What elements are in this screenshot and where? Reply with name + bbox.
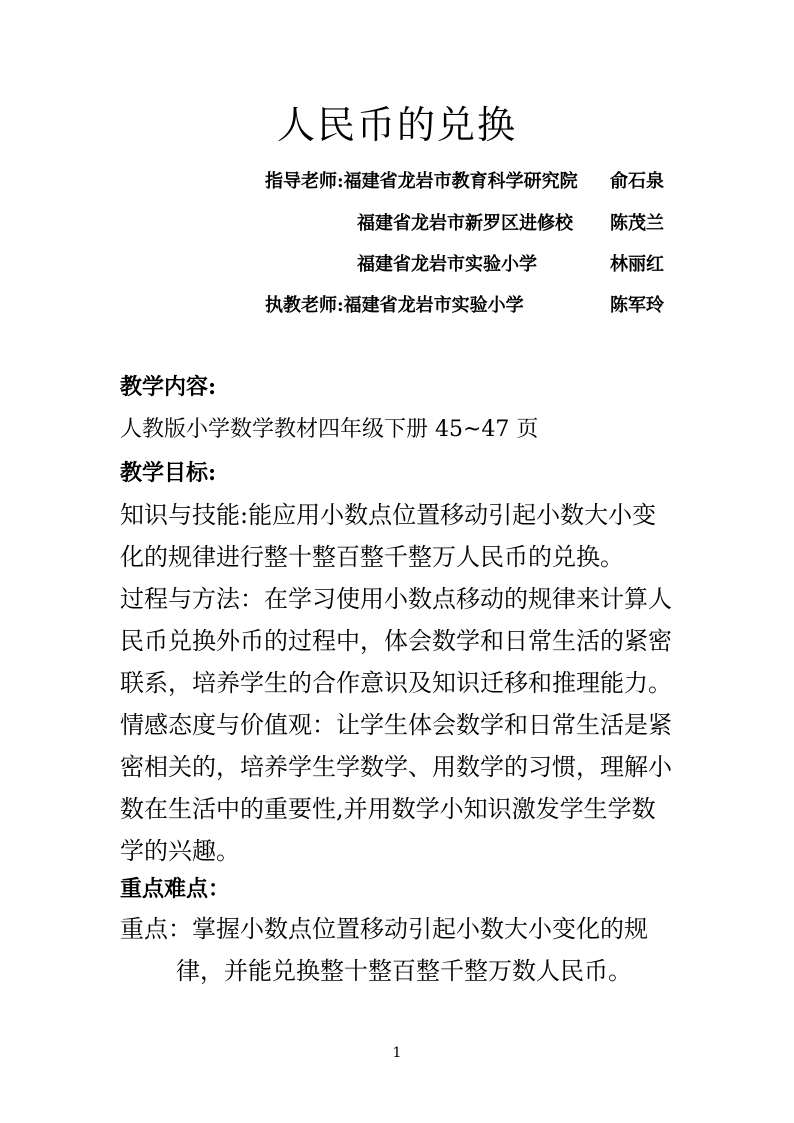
key-points-body xyxy=(120,908,680,992)
goals-line: 民币兑换外币的过程中，体会数学和日常生活的紧密 xyxy=(120,627,672,655)
credit-name: 林丽红 xyxy=(610,254,664,275)
keypoints-line: 重点：掌握小数点位置移动引起小数大小变化的规 xyxy=(120,915,648,943)
goals-line: 知识与技能:能应用小数点位置移动引起小数大小变 xyxy=(120,501,657,529)
credit-org: 福建省龙岩市实验小学 xyxy=(343,295,524,316)
goals-line: 学的兴趣。 xyxy=(120,837,240,865)
credit-org: 福建省龙岩市教育科学研究院 xyxy=(343,171,578,192)
key-points-heading: 重点难点： xyxy=(120,876,231,902)
document-title: 人民币的兑换 xyxy=(276,103,517,147)
goals-line: 过程与方法：在学习使用小数点移动的规律来计算人 xyxy=(120,585,672,613)
goals-line: 情感态度与价值观：让学生体会数学和日常生活是紧 xyxy=(120,711,672,739)
goals-line: 化的规律进行整十整百整千整万人民币的兑换。 xyxy=(120,543,624,571)
keypoints-line: 律，并能兑换整十整百整千整万数人民币。 xyxy=(176,957,632,985)
page-number: 1 xyxy=(392,1045,402,1061)
credit-name: 陈军玲 xyxy=(610,295,664,316)
credit-role: 指导老师: xyxy=(265,171,344,192)
goals-line: 数在生活中的重要性,并用数学小知识激发学生学数 xyxy=(120,795,656,823)
credit-line-3 xyxy=(357,253,664,277)
teaching-goals-body xyxy=(120,494,680,872)
credit-line-1 xyxy=(265,170,664,194)
goals-line: 联系，培养学生的合作意识及知识迁移和推理能力。 xyxy=(120,669,672,697)
credit-line-2 xyxy=(357,212,664,236)
credit-org: 福建省龙岩市实验小学 xyxy=(357,254,537,275)
credit-line-4 xyxy=(265,294,664,318)
teaching-goals-heading: 教学目标: xyxy=(120,460,217,486)
credit-role: 执教老师: xyxy=(265,295,344,316)
teaching-content-text: 人教版小学数学教材四年级下册 45~47 页 xyxy=(120,417,539,442)
credit-org: 福建省龙岩市新罗区进修校 xyxy=(357,213,573,234)
credit-name: 陈茂兰 xyxy=(610,213,664,234)
goals-line: 密相关的，培养学生学数学、用数学的习惯，理解小 xyxy=(120,753,672,781)
credit-name: 俞石泉 xyxy=(610,171,664,192)
teaching-content-heading: 教学内容: xyxy=(120,374,217,400)
